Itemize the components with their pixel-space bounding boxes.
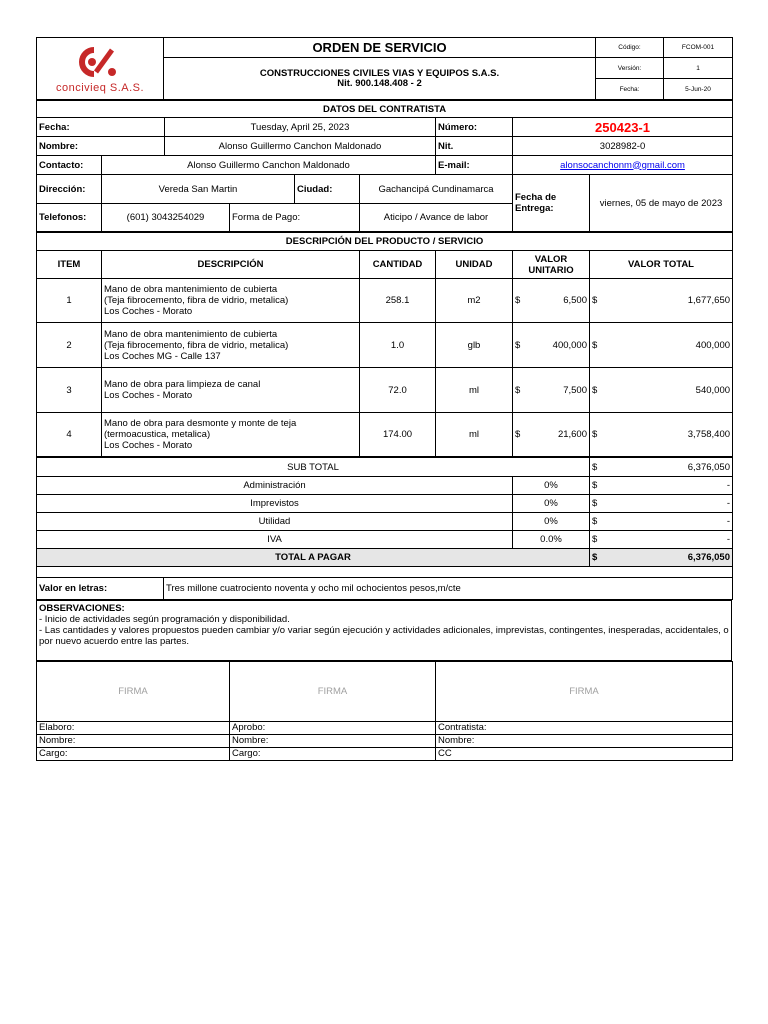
- cc-label: CC: [436, 747, 733, 760]
- item-description: [102, 323, 360, 368]
- elaboro-label: Elaboro:: [37, 721, 230, 734]
- ciudad-label: Ciudad:: [295, 175, 360, 204]
- logo-text: concivieq S.A.S.: [55, 81, 145, 94]
- imprevistos-label: Imprevistos: [37, 495, 513, 513]
- cargo-elaboro-label: Cargo:: [37, 747, 230, 760]
- col-item-header: ITEM: [37, 251, 102, 279]
- total-amount: [590, 549, 733, 567]
- item-unit-price: [513, 279, 590, 323]
- entrega-label: Fecha de Entrega:: [513, 175, 590, 232]
- unit-price-value: 21,600: [557, 429, 587, 440]
- signature-elaboro: FIRMA: [37, 661, 230, 721]
- imprevistos-value: -: [726, 498, 730, 509]
- currency-sign: $: [515, 339, 521, 351]
- item-total-price: [590, 368, 733, 413]
- currency-sign: $: [592, 480, 598, 491]
- unit-price-value: 7,500: [563, 384, 587, 396]
- table-row: [37, 279, 733, 323]
- unit-price-value: 400,000: [552, 339, 587, 351]
- subtotal-value: 6,376,050: [687, 461, 730, 473]
- letras-value: Tres millone cuatrociento noventa y ocho mil ochocientos pesos,m/cte: [164, 577, 733, 599]
- item-number: 1: [37, 279, 102, 323]
- total-value: 6,376,050: [687, 552, 730, 563]
- utilidad-value: -: [726, 516, 730, 527]
- entrega-value: viernes, 05 de mayo de 2023: [590, 175, 733, 232]
- col-vtotal-header: VALOR TOTAL: [590, 251, 733, 279]
- subtotal-amount: [590, 458, 733, 477]
- item-quantity: 174.00: [360, 413, 436, 457]
- numero-label: Número:: [436, 118, 513, 137]
- currency-sign: $: [515, 384, 521, 396]
- item-desc-line: (Teja fibrocemento, fibra de vidrio, metalica): [104, 339, 289, 351]
- currency-sign: $: [592, 429, 598, 440]
- email-link[interactable]: alonsocanchonm@gmail.com: [513, 156, 733, 175]
- item-description: [102, 368, 360, 413]
- ciudad-value: Gachancipá Cundinamarca: [360, 175, 513, 204]
- signatures-table: [36, 661, 733, 761]
- item-desc-line: (termoacustica, metalica): [104, 429, 211, 440]
- item-number: 4: [37, 413, 102, 457]
- item-unit: glb: [436, 323, 513, 368]
- cargo-aprobo-label: Cargo:: [230, 747, 436, 760]
- nombre-value: Alonso Guillermo Canchon Maldonado: [165, 137, 436, 156]
- currency-sign: $: [592, 534, 598, 545]
- fecha-doc-label: Fecha:: [596, 79, 664, 100]
- currency-sign: $: [592, 552, 598, 563]
- admin-value: -: [726, 480, 730, 491]
- imprevistos-pct: 0%: [513, 495, 590, 513]
- currency-sign: $: [515, 429, 521, 440]
- contacto-label: Contacto:: [37, 156, 102, 175]
- item-unit: ml: [436, 368, 513, 413]
- item-description: [102, 413, 360, 457]
- nit-value: 3028982-0: [513, 137, 733, 156]
- aprobo-label: Aprobo:: [230, 721, 436, 734]
- utilidad-pct: 0%: [513, 513, 590, 531]
- contacto-value: Alonso Guillermo Canchon Maldonado: [102, 156, 436, 175]
- total-price-value: 400,000: [695, 339, 731, 351]
- item-desc-line: Los Coches - Morato: [104, 306, 193, 317]
- currency-sign: $: [515, 295, 521, 306]
- item-number: 2: [37, 323, 102, 368]
- unit-price-value: 6,500: [563, 295, 587, 306]
- utilidad-label: Utilidad: [37, 513, 513, 531]
- item-desc-line: Mano de obra para desmonte y monte de teja: [104, 418, 297, 429]
- signature-aprobo: FIRMA: [230, 661, 436, 721]
- item-unit: m2: [436, 279, 513, 323]
- table-row: [37, 323, 733, 368]
- codigo-value: FCOM-001: [664, 38, 733, 58]
- contractor-table: [36, 100, 733, 232]
- col-unidad-header: UNIDAD: [436, 251, 513, 279]
- item-unit-price: [513, 368, 590, 413]
- observaciones-block: [37, 600, 732, 660]
- observacion-line: - Inicio de actividades según programación y disponibilidad.: [39, 613, 290, 625]
- currency-sign: $: [592, 516, 598, 527]
- total-price-value: 540,000: [695, 384, 731, 396]
- item-quantity: 72.0: [360, 368, 436, 413]
- nombre-label: Nombre:: [37, 137, 165, 156]
- fecha-value: Tuesday, April 25, 2023: [165, 118, 436, 137]
- table-row: [37, 413, 733, 457]
- iva-value: -: [726, 534, 730, 545]
- version-label: Versión:: [596, 58, 664, 79]
- company-name: CONSTRUCCIONES CIVILES VIAS Y EQUIPOS S.A.S.: [259, 67, 500, 79]
- version-value: 1: [664, 58, 733, 79]
- direccion-value: Vereda San Martin: [102, 175, 295, 204]
- col-desc-header: DESCRIPCIÓN: [102, 251, 360, 279]
- items-section-title: DESCRIPCIÓN DEL PRODUCTO / SERVICIO: [37, 233, 733, 251]
- nombre-elaboro-label: Nombre:: [37, 734, 230, 747]
- email-label: E-mail:: [436, 156, 513, 175]
- currency-sign: $: [592, 339, 598, 351]
- item-desc-line: Los Coches - Morato: [104, 390, 193, 401]
- total-price-value: 1,677,650: [687, 295, 731, 306]
- col-vunit-header: VALOR UNITARIO: [513, 251, 590, 279]
- admin-label: Administración: [37, 477, 513, 495]
- concivieq-logo-icon: [70, 44, 130, 80]
- contractor-section-title: DATOS DEL CONTRATISTA: [37, 101, 733, 118]
- item-number: 3: [37, 368, 102, 413]
- totals-table: [36, 457, 733, 567]
- currency-sign: $: [592, 295, 598, 306]
- subtotal-label: SUB TOTAL: [37, 458, 590, 477]
- header-table: [36, 37, 733, 100]
- contratista-label: Contratista:: [436, 721, 733, 734]
- observacion-line: - Las cantidades y valores propuestos pueden cambiar y/o variar según ejecución y actividades adicionales, imprevistas, contingentes, inesperadas, accidentales, o por nuevo acuerdo entre las partes.: [39, 624, 729, 647]
- item-unit-price: [513, 323, 590, 368]
- letras-table: [36, 567, 733, 600]
- iva-amount: [590, 531, 733, 549]
- letras-label: Valor en letras:: [37, 577, 164, 599]
- observaciones-title: OBSERVACIONES:: [39, 602, 125, 614]
- item-quantity: 258.1: [360, 279, 436, 323]
- order-number: 250423-1: [513, 118, 733, 137]
- currency-sign: $: [592, 498, 598, 509]
- item-desc-line: Mano de obra para limpieza de canal: [104, 379, 261, 390]
- service-order-document: [36, 37, 732, 761]
- pago-value: Aticipo / Avance de labor: [360, 204, 513, 232]
- nit-label: Nit.: [436, 137, 513, 156]
- items-table: [36, 232, 733, 457]
- item-desc-line: Los Coches MG - Calle 137: [104, 350, 221, 362]
- fecha-label: Fecha:: [37, 118, 165, 137]
- direccion-label: Dirección:: [37, 175, 102, 204]
- item-total-price: [590, 323, 733, 368]
- total-price-value: 3,758,400: [687, 429, 731, 440]
- currency-sign: $: [592, 384, 598, 396]
- utilidad-amount: [590, 513, 733, 531]
- iva-label: IVA: [37, 531, 513, 549]
- item-desc-line: Mano de obra mantenimiento de cubierta: [104, 284, 278, 295]
- telefonos-value: (601) 3043254029: [102, 204, 230, 232]
- telefonos-label: Telefonos:: [37, 204, 102, 232]
- pago-label: Forma de Pago:: [230, 204, 360, 232]
- imprevistos-amount: [590, 495, 733, 513]
- company-nit: Nit. 900.148.408 - 2: [337, 77, 422, 89]
- admin-amount: [590, 477, 733, 495]
- item-description: [102, 279, 360, 323]
- nombre-contratista-label: Nombre:: [436, 734, 733, 747]
- signature-contratista: FIRMA: [436, 661, 733, 721]
- item-desc-line: Mano de obra mantenimiento de cubierta: [104, 328, 278, 340]
- currency-sign: $: [592, 461, 598, 473]
- item-unit-price: [513, 413, 590, 457]
- iva-pct: 0.0%: [513, 531, 590, 549]
- nombre-aprobo-label: Nombre:: [230, 734, 436, 747]
- item-desc-line: (Teja fibrocemento, fibra de vidrio, metalica): [104, 295, 289, 306]
- item-quantity: 1.0: [360, 323, 436, 368]
- table-row: [37, 368, 733, 413]
- item-total-price: [590, 279, 733, 323]
- codigo-label: Código:: [596, 38, 664, 58]
- company-logo: [37, 38, 164, 100]
- company-block: [164, 58, 596, 100]
- admin-pct: 0%: [513, 477, 590, 495]
- item-unit: ml: [436, 413, 513, 457]
- col-cant-header: CANTIDAD: [360, 251, 436, 279]
- total-label: TOTAL A PAGAR: [37, 549, 590, 567]
- item-desc-line: Los Coches - Morato: [104, 440, 193, 451]
- observaciones-table: [36, 600, 732, 661]
- fecha-doc-value: 5-Jun-20: [664, 79, 733, 100]
- document-title: ORDEN DE SERVICIO: [164, 38, 596, 58]
- item-total-price: [590, 413, 733, 457]
